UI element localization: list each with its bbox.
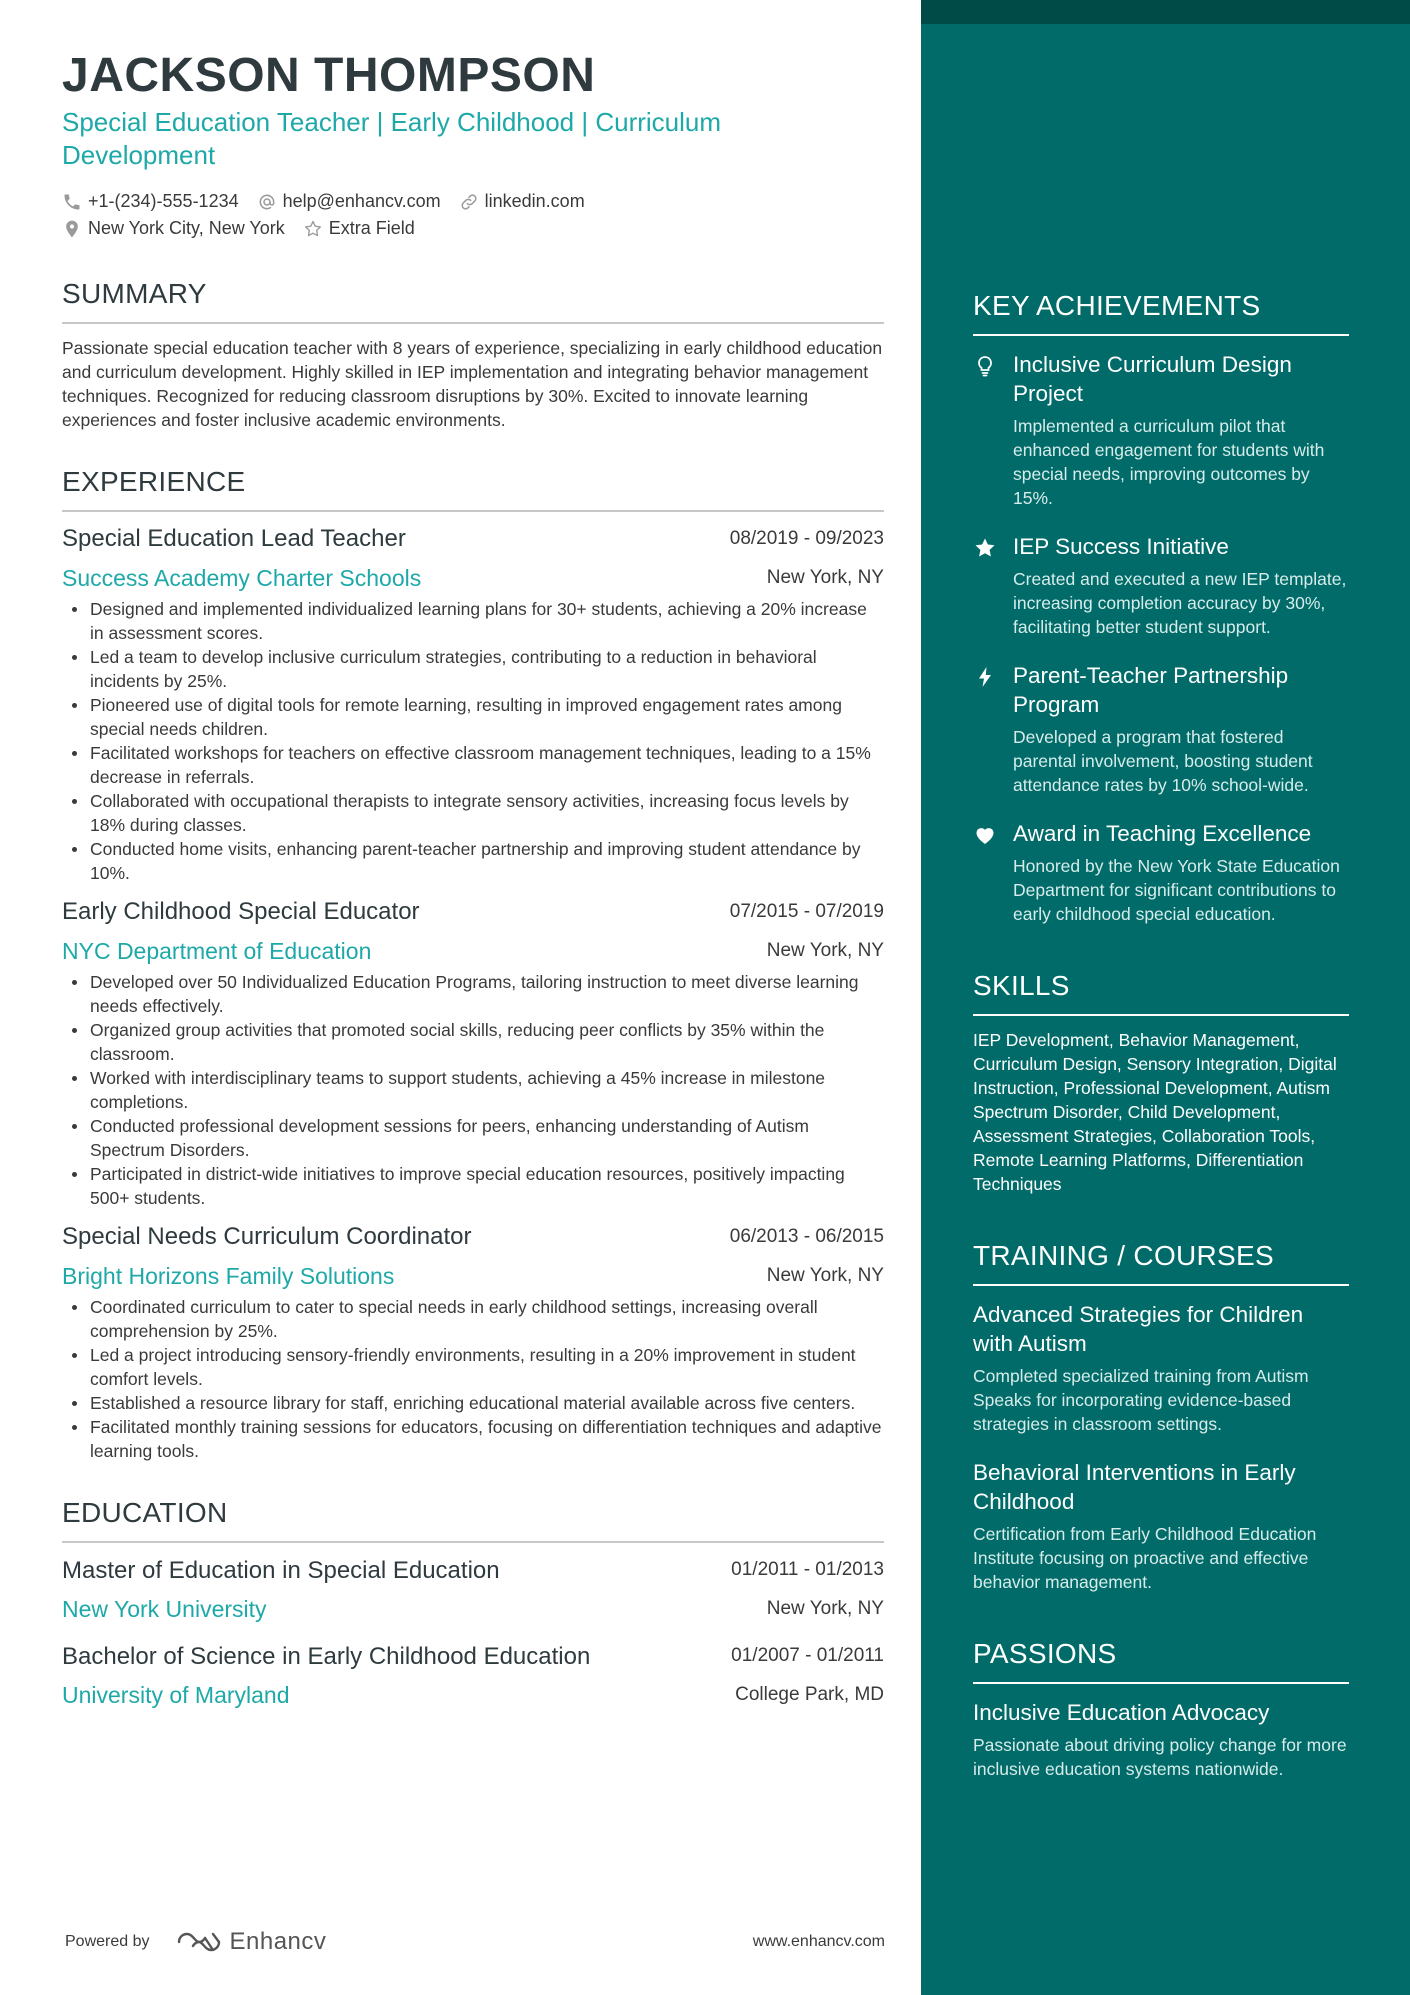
achievement-title: Inclusive Curriculum Design Project xyxy=(1013,352,1292,406)
phone-text: +1-(234)-555-1234 xyxy=(88,191,239,211)
bullet-item: Participated in district-wide initiatives to improve special education resources, positively impacting 500+ students. xyxy=(62,1162,884,1210)
job-date: 07/2015 - 07/2019 xyxy=(729,901,884,922)
company-name: Success Academy Charter Schools xyxy=(62,565,422,591)
heart-icon xyxy=(973,823,997,847)
course-item xyxy=(973,1300,1349,1436)
job-location: New York, NY xyxy=(766,940,884,961)
candidate-title: Special Education Teacher | Early Childhood | Curriculum Development xyxy=(62,107,722,170)
degree-title: Master of Education in Special Education xyxy=(62,1557,500,1584)
passion-item xyxy=(973,1698,1349,1781)
contact-phone[interactable] xyxy=(62,191,239,212)
skills-text: IEP Development, Behavior Management, Curriculum Design, Sensory Integration, Digital Instruction, Professional Development, Autism Spectrum Disorder, Child Development, Assessment Strategies, Collaboration Tools, Remote Learning Platforms, Differentiation Techniques xyxy=(973,1030,1337,1194)
education-heading: EDUCATION xyxy=(62,1495,884,1543)
website-link[interactable]: www.enhancv.com xyxy=(752,1933,885,1950)
course-description: Completed specialized training from Autism Speaks for incorporating evidence-based strategies in classroom settings. xyxy=(973,1366,1309,1434)
school-location: New York, NY xyxy=(766,1598,884,1619)
sidebar xyxy=(973,288,1349,1781)
email-text: help@enhancv.com xyxy=(282,191,441,211)
bullet-item: Pioneered use of digital tools for remote learning, resulting in improved engagement rates among special needs children. xyxy=(62,693,884,741)
achievements-section xyxy=(973,288,1349,926)
company-name: NYC Department of Education xyxy=(62,938,372,964)
achievement-item xyxy=(973,661,1349,797)
lightbulb-icon xyxy=(973,354,997,378)
star-icon xyxy=(973,536,997,560)
job-entry xyxy=(62,897,884,1210)
contact-extra xyxy=(303,218,415,239)
passion-title: Inclusive Education Advocacy xyxy=(973,1700,1270,1725)
bullet-item: Conducted home visits, enhancing parent-teacher partnership and improving student attendance by 10%. xyxy=(62,837,884,885)
linkedin-text: linkedin.com xyxy=(484,191,585,211)
job-title: Special Education Lead Teacher xyxy=(62,525,406,552)
brand-name: Enhancv xyxy=(229,1928,327,1955)
summary-heading: SUMMARY xyxy=(62,276,884,324)
degree-title: Bachelor of Science in Early Childhood Education xyxy=(62,1643,591,1670)
job-bullets xyxy=(62,970,884,1210)
bullet-item: Collaborated with occupational therapists to integrate sensory activities, increasing focus levels by 18% during classes. xyxy=(62,789,884,837)
education-section xyxy=(62,1495,884,1709)
job-location: New York, NY xyxy=(766,1265,884,1286)
experience-section xyxy=(62,464,884,1463)
course-description: Certification from Early Childhood Education Institute focusing on proactive and effective behavior management. xyxy=(973,1524,1317,1592)
bullet-item: Led a team to develop inclusive curriculum strategies, contributing to a reduction in behavioral incidents by 25%. xyxy=(62,645,884,693)
star-outline-icon xyxy=(303,219,323,239)
education-date: 01/2011 - 01/2013 xyxy=(731,1559,884,1580)
achievement-item xyxy=(973,532,1349,639)
bullet-item: Established a resource library for staff, enriching educational material available across five centers. xyxy=(62,1391,884,1415)
job-title: Early Childhood Special Educator xyxy=(62,898,420,925)
contact-location xyxy=(62,218,285,239)
achievement-item xyxy=(973,350,1349,510)
footer xyxy=(65,1922,885,1962)
course-title: Advanced Strategies for Children with Autism xyxy=(973,1302,1304,1356)
location-text: New York City, New York xyxy=(88,218,285,238)
job-title: Special Needs Curriculum Coordinator xyxy=(62,1223,472,1250)
school-name: University of Maryland xyxy=(62,1682,290,1708)
passions-heading: PASSIONS xyxy=(973,1636,1349,1684)
bullet-item: Facilitated workshops for teachers on effective classroom management techniques, leading to a 15% decrease in referrals. xyxy=(62,741,884,789)
job-location: New York, NY xyxy=(766,567,884,588)
bullet-item: Organized group activities that promoted social skills, reducing peer conflicts by 35% within the classroom. xyxy=(62,1018,884,1066)
main-column xyxy=(62,48,884,1709)
school-location: College Park, MD xyxy=(735,1684,884,1705)
achievement-description: Honored by the New York State Education Department for significant contributions to early childhood special education. xyxy=(1013,856,1340,924)
summary-text: Passionate special education teacher with 8 years of experience, specializing in early childhood education and curriculum development. Highly skilled in IEP implementation and integrating behavior management techniques. Recognized for reducing classroom disruptions by 30%. Excited to innovate learning experiences and foster inclusive academic environments. xyxy=(62,338,883,430)
training-heading: TRAINING / COURSES xyxy=(973,1238,1349,1286)
contact-email[interactable] xyxy=(257,191,441,212)
bullet-item: Conducted professional development sessions for peers, enhancing understanding of Autism Spectrum Disorders. xyxy=(62,1114,884,1162)
achievement-title: IEP Success Initiative xyxy=(1013,534,1229,559)
contact-row-1 xyxy=(62,188,884,215)
training-section xyxy=(973,1238,1349,1594)
bullet-item: Led a project introducing sensory-friendly environments, resulting in a 20% improvement in student comfort levels. xyxy=(62,1343,884,1391)
powered-by xyxy=(65,1928,326,1956)
course-item xyxy=(973,1458,1349,1594)
job-bullets xyxy=(62,597,884,885)
summary-section xyxy=(62,276,884,432)
lightning-icon xyxy=(973,665,997,689)
bullet-item: Worked with interdisciplinary teams to support students, achieving a 45% increase in milestone completions. xyxy=(62,1066,884,1114)
bullet-item: Designed and implemented individualized learning plans for 30+ students, achieving a 20% increase in assessment scores. xyxy=(62,597,884,645)
enhancv-logo-icon xyxy=(176,1930,222,1954)
candidate-name: JACKSON THOMPSON xyxy=(62,49,596,102)
achievement-title: Award in Teaching Excellence xyxy=(1013,821,1312,846)
phone-icon xyxy=(62,192,82,212)
achievements-heading: KEY ACHIEVEMENTS xyxy=(973,288,1349,336)
skills-heading: SKILLS xyxy=(973,968,1349,1016)
passion-description: Passionate about driving policy change for more inclusive education systems nationwide. xyxy=(973,1735,1347,1779)
course-title: Behavioral Interventions in Early Childhood xyxy=(973,1460,1296,1514)
job-bullets xyxy=(62,1295,884,1463)
achievement-title: Parent-Teacher Partnership Program xyxy=(1013,663,1289,717)
achievement-description: Developed a program that fostered parental involvement, boosting student attendance rates by 10% school-wide. xyxy=(1013,727,1313,795)
job-date: 06/2013 - 06/2015 xyxy=(729,1226,884,1247)
powered-by-label: Powered by xyxy=(65,1933,150,1950)
job-entry xyxy=(62,524,884,885)
bullet-item: Developed over 50 Individualized Education Programs, tailoring instruction to meet diverse learning needs effectively. xyxy=(62,970,884,1018)
location-pin-icon xyxy=(62,219,82,239)
achievement-description: Implemented a curriculum pilot that enhanced engagement for students with special needs, improving outcomes by 15%. xyxy=(1013,416,1325,508)
extra-field-text: Extra Field xyxy=(328,218,415,238)
enhancv-logo[interactable] xyxy=(176,1928,327,1956)
school-name: New York University xyxy=(62,1596,267,1622)
link-icon xyxy=(459,192,479,212)
achievement-item xyxy=(973,819,1349,926)
experience-heading: EXPERIENCE xyxy=(62,464,884,512)
education-entry xyxy=(62,1641,884,1709)
sidebar-top-bar xyxy=(921,0,1410,24)
contact-row-2 xyxy=(62,215,884,242)
bullet-item: Coordinated curriculum to cater to special needs in early childhood settings, increasing overall comprehension by 25%. xyxy=(62,1295,884,1343)
passions-section xyxy=(973,1636,1349,1781)
education-entry xyxy=(62,1555,884,1623)
education-date: 01/2007 - 01/2011 xyxy=(731,1645,884,1666)
contact-info xyxy=(62,188,884,242)
at-icon xyxy=(257,192,277,212)
company-name: Bright Horizons Family Solutions xyxy=(62,1263,395,1289)
contact-linkedin[interactable] xyxy=(459,191,585,212)
bullet-item: Facilitated monthly training sessions for educators, focusing on differentiation techniques and adaptive learning tools. xyxy=(62,1415,884,1463)
skills-section xyxy=(973,968,1349,1196)
job-date: 08/2019 - 09/2023 xyxy=(729,528,884,549)
job-entry xyxy=(62,1222,884,1463)
achievement-description: Created and executed a new IEP template, increasing completion accuracy by 30%, facilitating better student support. xyxy=(1013,569,1347,637)
